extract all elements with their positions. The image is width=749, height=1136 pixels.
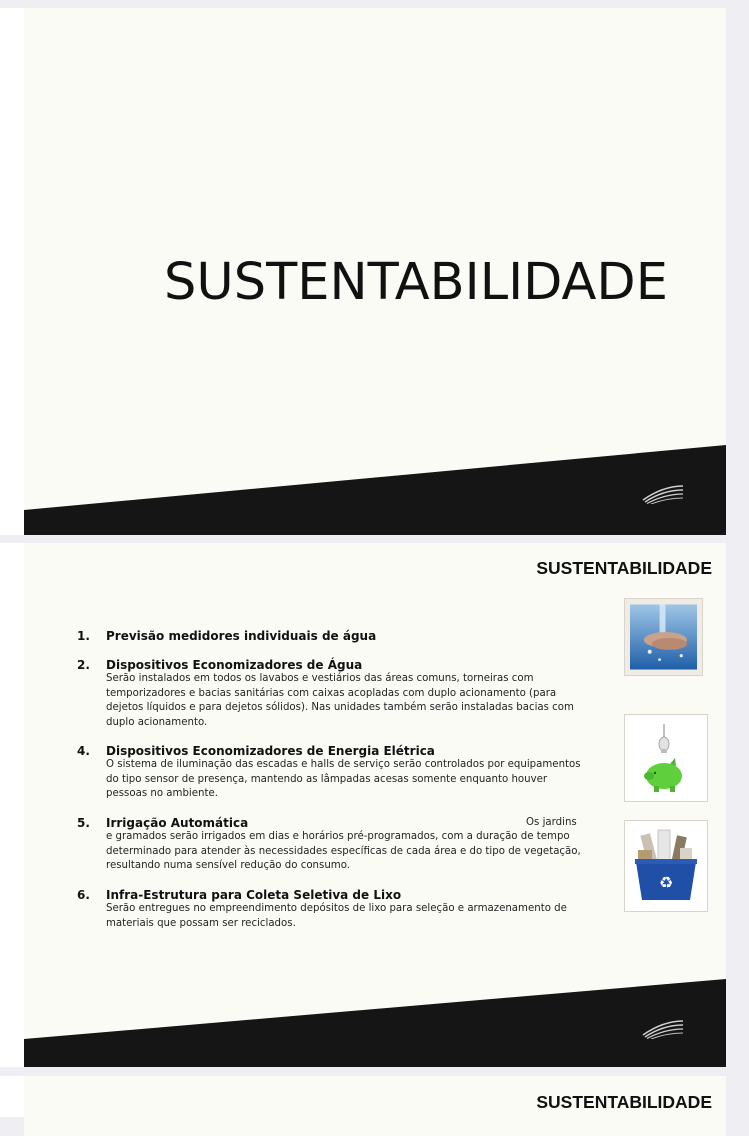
- item-title-text: Irrigação Automática: [106, 816, 249, 830]
- item-number: 4.: [77, 744, 90, 758]
- item-title-tail: Os jardins: [526, 817, 577, 828]
- list-item: [77, 629, 587, 643]
- slide-sustentabilidade[interactable]: [24, 543, 726, 1067]
- page-edge: [0, 543, 24, 1067]
- slide-sustentabilidade-next[interactable]: [24, 1076, 726, 1136]
- slide-header-title: SUSTENTABILIDADE: [536, 558, 712, 578]
- item-title: Dispositivos Economizadores de Energia Elétrica: [106, 744, 435, 758]
- page-edge: [0, 8, 24, 535]
- slide-main-title: SUSTENTABILIDADE: [164, 253, 668, 312]
- item-number: 2.: [77, 658, 90, 672]
- water-hands-photo: [624, 598, 703, 676]
- list-item: [77, 744, 587, 802]
- piggy-bank-photo: [624, 714, 708, 802]
- dark-footer-band: [24, 967, 726, 1067]
- page-edge: [0, 1076, 24, 1117]
- slide-header-title: SUSTENTABILIDADE: [536, 1092, 712, 1112]
- svg-text:♻: ♻: [658, 873, 674, 892]
- item-number: 5.: [77, 816, 90, 830]
- water-hands-icon: [630, 604, 697, 670]
- item-title: Previsão medidores individuais de água: [106, 629, 377, 643]
- item-number: 6.: [77, 888, 90, 902]
- list-item: [77, 816, 587, 874]
- piggy-bank-bulb-icon: [630, 720, 702, 796]
- item-number: 1.: [77, 629, 90, 643]
- item-title: Infra-Estrutura para Coleta Seletiva de Lixo: [106, 888, 402, 902]
- recycling-bin-photo: [624, 820, 708, 912]
- item-text: e gramados serão irrigados em dias e horários pré-programados, com a duração de tempo determinado para atender às necessidades específicas de cada área e do tipo de vegetação, resultando numa sensível redução do consumo.: [106, 831, 581, 872]
- item-text: O sistema de iluminação das escadas e halls de serviço serão controlados por equipamentos do tipo sensor de presença, mantendo as lâmpadas acesas somente enquanto houver pessoas no ambiente.: [106, 759, 581, 800]
- list-item: [77, 888, 587, 931]
- list-item: [77, 658, 587, 730]
- item-title: [106, 816, 587, 830]
- recycling-bin-icon: [630, 826, 702, 906]
- dark-footer-band: [24, 435, 726, 535]
- brand-logo-icon: [641, 1013, 685, 1039]
- brand-logo-icon: [641, 478, 685, 504]
- item-title: Dispositivos Economizadores de Água: [106, 658, 363, 672]
- slide-title[interactable]: [24, 8, 726, 535]
- item-text: Serão entregues no empreendimento depósitos de lixo para seleção e armazenamento de materiais que possam ser reciclados.: [106, 903, 567, 929]
- item-text: Serão instalados em todos os lavabos e vestiários das áreas comuns, torneiras com temporizadores e bacias sanitárias com caixas acopladas com duplo acionamento (para dejetos líquidos e para dejetos sólidos). Nas unidades também serão instaladas bacias com duplo acionamento.: [106, 673, 574, 728]
